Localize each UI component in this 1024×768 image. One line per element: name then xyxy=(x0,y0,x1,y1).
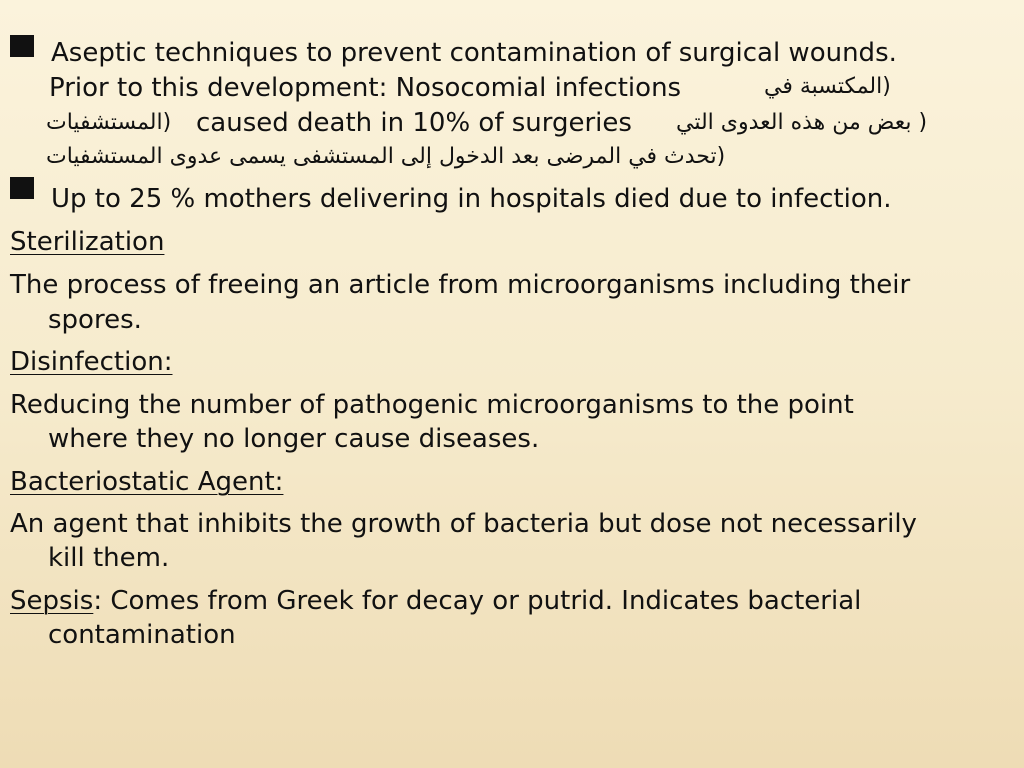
bullet-square-1 xyxy=(10,35,34,57)
disinfection-heading: Disinfection: xyxy=(10,347,173,377)
bullet2-text: Up to 25 % mothers delivering in hospitals died due to infection. xyxy=(51,184,892,214)
sterilization-heading: Sterilization xyxy=(10,227,165,257)
bullet1-line3-arabic-left: (المستشفيات xyxy=(46,110,172,135)
bullet1-line4-arabic: (تحدث في المرضى بعد الدخول إلى المستشفى يسمى عدوى المستشفيات xyxy=(46,144,726,169)
bullet1-line3-arabic-right: ( بعض من هذه العدوى التي xyxy=(676,110,928,135)
disinfection-line1: Reducing the number of pathogenic microorganisms to the point xyxy=(10,390,854,420)
bullet1-line2-arabic: (المكتسبة في xyxy=(764,74,891,99)
bacteriostatic-line1: An agent that inhibits the growth of bacteria but dose not necessarily xyxy=(10,509,917,539)
bullet-square-2 xyxy=(10,177,34,199)
sepsis-line1 xyxy=(10,584,861,618)
sterilization-line2: spores. xyxy=(48,305,142,335)
bullet1-line2: Prior to this development: Nosocomial infections xyxy=(49,73,682,103)
bullet1-line3-text: caused death in 10% of surgeries xyxy=(196,108,632,138)
bacteriostatic-line2: kill them. xyxy=(48,543,170,573)
bullet1-line1: Aseptic techniques to prevent contamination of surgical wounds. xyxy=(51,38,897,68)
bacteriostatic-heading: Bacteriostatic Agent: xyxy=(10,467,284,497)
sterilization-line1: The process of freeing an article from microorganisms including their xyxy=(10,270,911,300)
sepsis-heading: Sepsis xyxy=(10,586,94,616)
sepsis-line2: contamination xyxy=(48,620,236,650)
sepsis-definition: : Comes from Greek for decay or putrid. Indicates bacterial xyxy=(93,586,862,616)
disinfection-line2: where they no longer cause diseases. xyxy=(48,424,540,454)
